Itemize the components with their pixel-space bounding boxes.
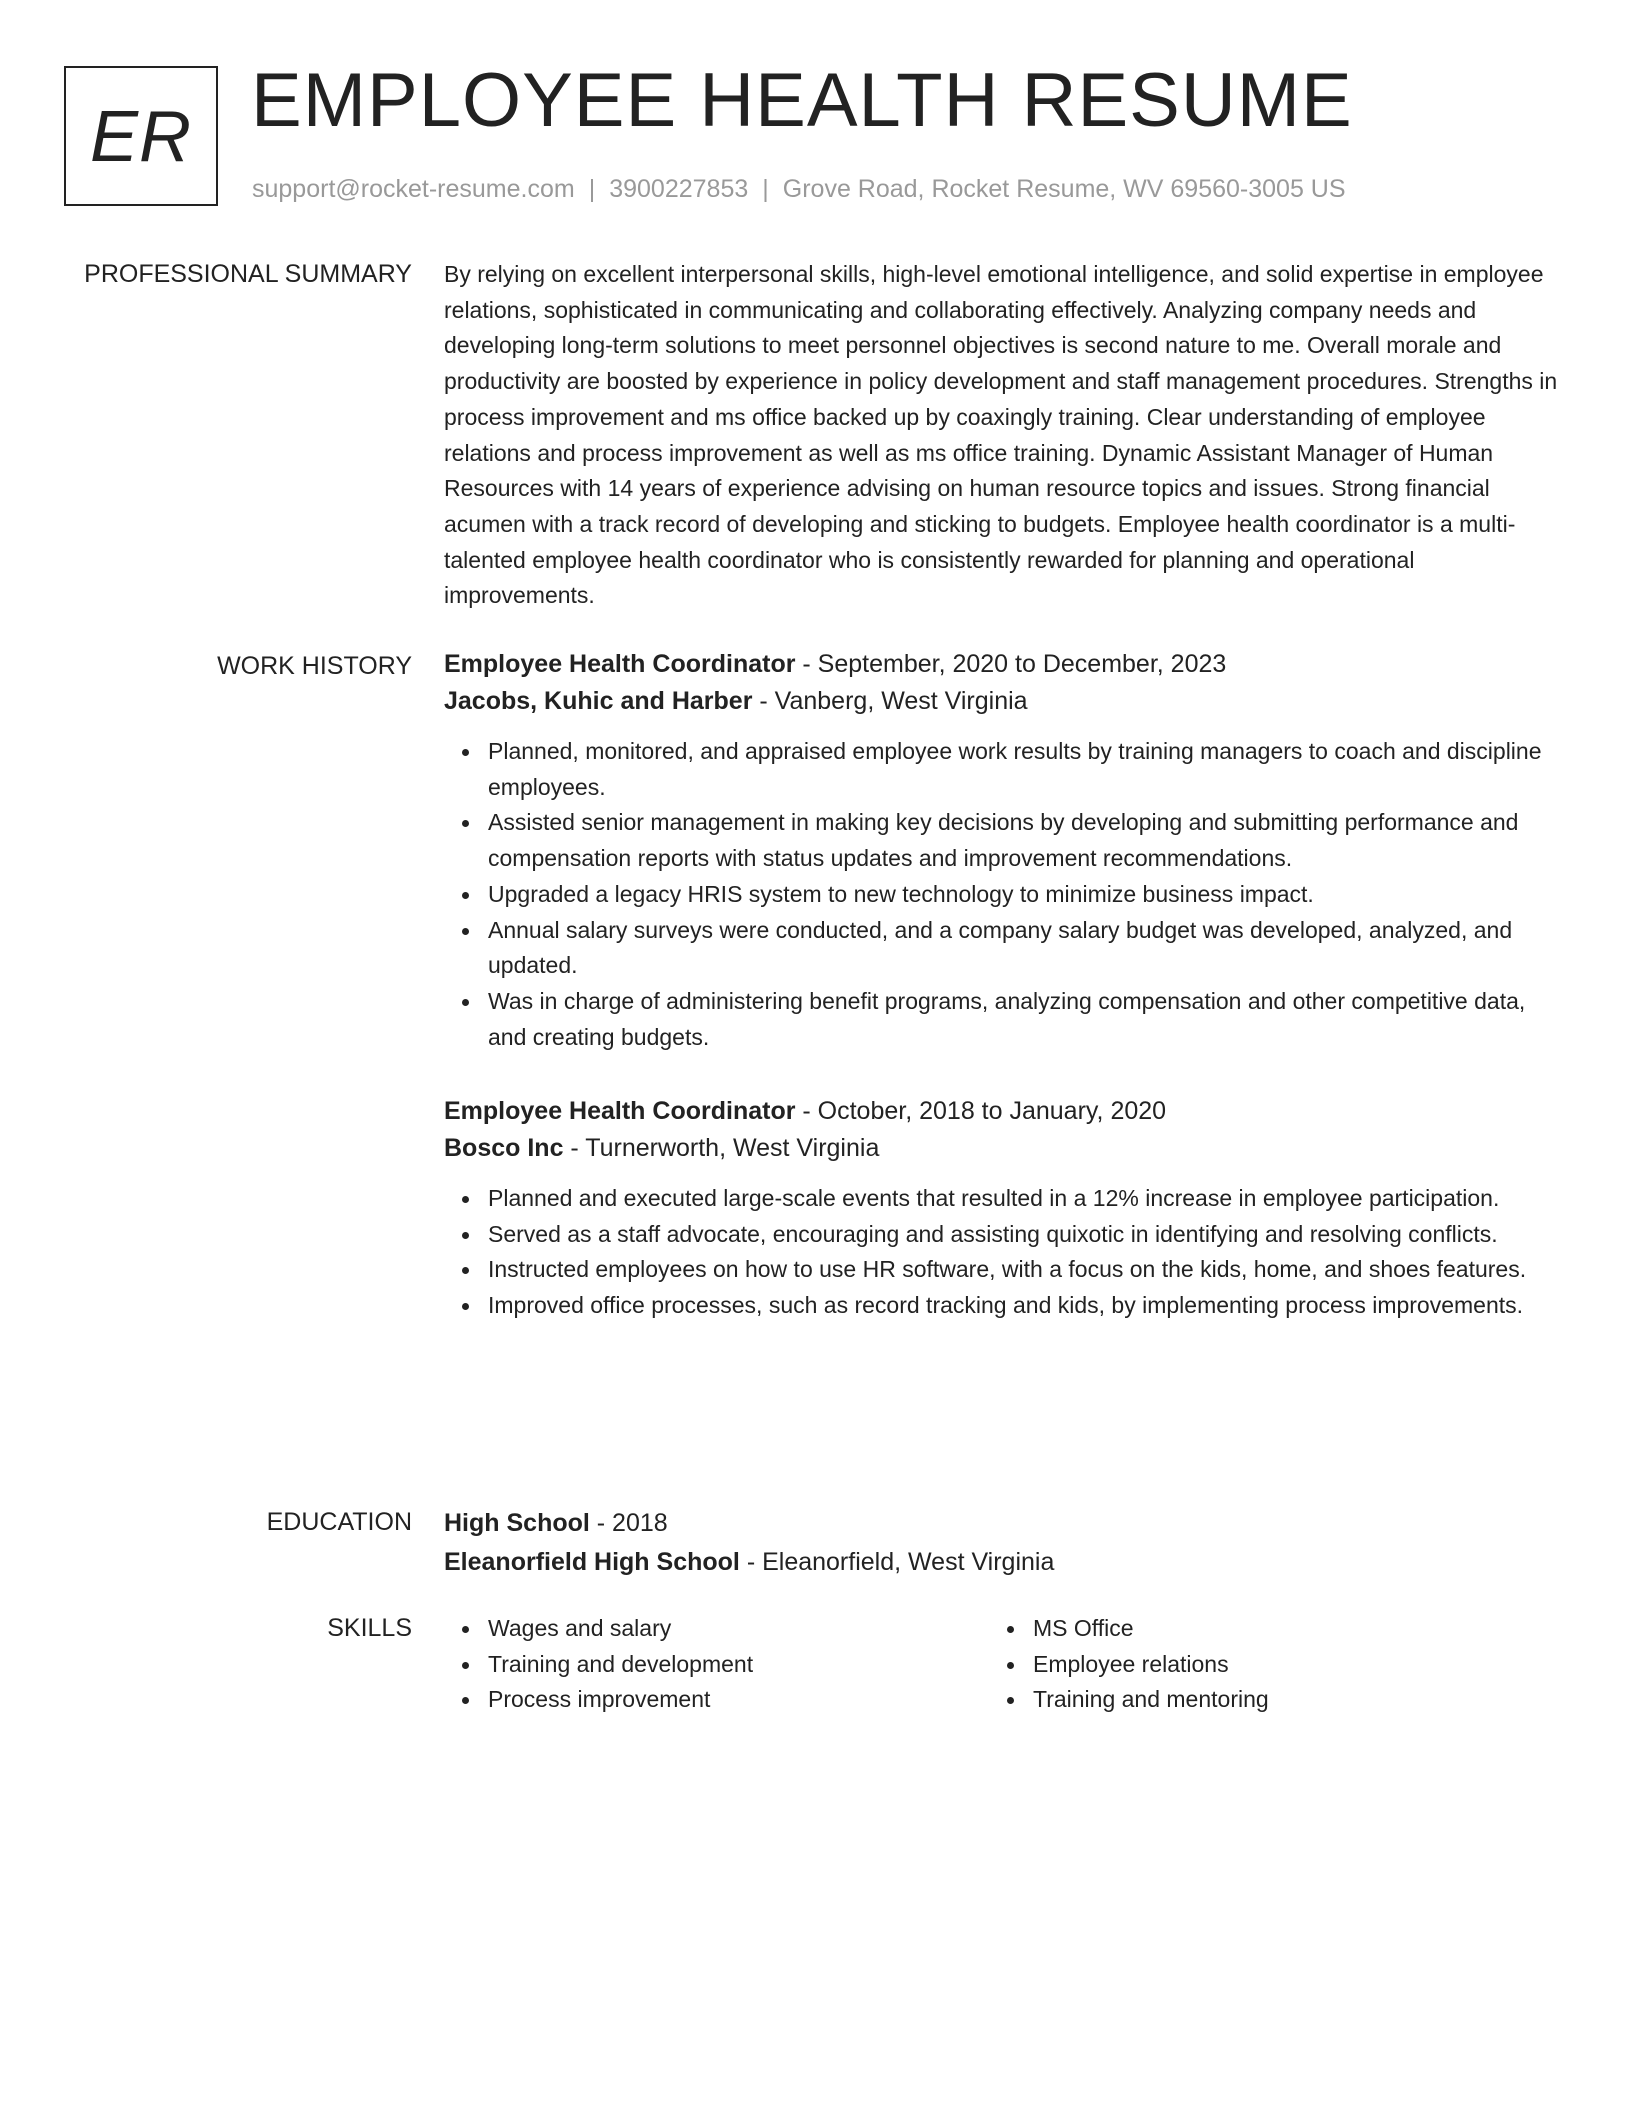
job-title: Employee Health Coordinator	[444, 1097, 796, 1125]
monogram-box	[64, 66, 218, 206]
skills-list	[444, 1611, 753, 1718]
job-bullet: Upgraded a legacy HRIS system to new technology to minimize business impact.	[488, 877, 1560, 913]
job-title: Employee Health Coordinator	[444, 650, 796, 678]
skills-column-left	[444, 1611, 753, 1718]
skill-item: MS Office	[1033, 1611, 1269, 1647]
contact-email: support@rocket-resume.com	[252, 175, 575, 203]
summary-text: By relying on excellent interpersonal skills, high-level emotional intelligence, and solid expertise in employee relations, sophisticated in communicating and collaborating effectively. Analyzing company needs and developing long-term solutions to meet personnel objectives is second nature to me. Overall morale and productivity are boosted by experience in policy development and staff management procedures. Strengths in process improvement and ms office backed up by coaxingly training. Clear understanding of employee relations and process improvement as well as ms office training. Dynamic Assistant Manager of Human Resources with 14 years of experience advising on human resource topics and issues. Strong financial acumen with a track record of developing and sticking to budgets. Employee health coordinator is a multi-talented employee health coordinator who is consistently rewarded for planning and operational improvements.	[444, 261, 1558, 609]
skill-item: Wages and salary	[488, 1611, 753, 1647]
summary-section	[444, 257, 1560, 614]
job-dates: - September, 2020 to December, 2023	[795, 650, 1227, 678]
job-bullet: Was in charge of administering benefit programs, analyzing compensation and other competitive data, and creating budgets.	[488, 984, 1560, 1055]
section-label-summary: PROFESSIONAL SUMMARY	[84, 260, 412, 288]
education-entry	[444, 1503, 1560, 1581]
skill-item: Process improvement	[488, 1682, 753, 1718]
education-year: - 2018	[589, 1509, 668, 1537]
job-company-line	[444, 1130, 1560, 1167]
job-bullet: Planned, monitored, and appraised employee work results by training managers to coach and discipline employees.	[488, 734, 1560, 805]
job-bullet: Planned and executed large-scale events that resulted in a 12% increase in employee participation.	[488, 1181, 1560, 1217]
job-bullet: Served as a staff advocate, encouraging and assisting quixotic in identifying and resolving conflicts.	[488, 1217, 1560, 1253]
education-school-line	[444, 1543, 1560, 1581]
skill-item: Employee relations	[1033, 1647, 1269, 1683]
skills-list	[989, 1611, 1269, 1718]
section-label-education: EDUCATION	[266, 1508, 412, 1536]
skill-item: Training and mentoring	[1033, 1682, 1269, 1718]
job-company-line	[444, 683, 1560, 720]
job-bullet: Assisted senior management in making key decisions by developing and submitting performance and compensation reports with status updates and improvement recommendations.	[488, 805, 1560, 876]
job-location: - Turnerworth, West Virginia	[563, 1134, 880, 1162]
job-bullet: Instructed employees on how to use HR software, with a focus on the kids, home, and shoes features.	[488, 1252, 1560, 1288]
job-bullet: Annual salary surveys were conducted, and a company salary budget was developed, analyzed, and updated.	[488, 913, 1560, 984]
skills-section	[444, 1611, 1560, 1731]
education-school: Eleanorfield High School	[444, 1548, 740, 1576]
contact-phone: 3900227853	[609, 175, 749, 203]
education-degree-line	[444, 1503, 1560, 1543]
job-entry	[444, 1093, 1560, 1324]
contact-separator: |	[588, 175, 596, 203]
section-label-skills: SKILLS	[327, 1614, 412, 1642]
contact-separator: |	[762, 175, 769, 203]
section-label-work-history: WORK HISTORY	[217, 652, 412, 680]
education-location: - Eleanorfield, West Virginia	[739, 1548, 1055, 1576]
job-title-line	[444, 646, 1560, 683]
contact-line	[252, 172, 1346, 206]
job-company: Bosco Inc	[444, 1134, 564, 1162]
resume-title: EMPLOYEE HEALTH RESUME	[251, 58, 1353, 143]
job-dates: - October, 2018 to January, 2020	[795, 1097, 1167, 1125]
job-bullet: Improved office processes, such as record tracking and kids, by implementing process improvements.	[488, 1288, 1560, 1324]
contact-address: Grove Road, Rocket Resume, WV 69560-3005 US	[782, 175, 1346, 203]
job-bullets	[444, 734, 1560, 1055]
skill-item: Training and development	[488, 1647, 753, 1683]
monogram-initials: ER	[89, 97, 193, 177]
job-bullets	[444, 1181, 1560, 1324]
skills-column-right	[989, 1611, 1269, 1718]
job-location: - Vanberg, West Virginia	[752, 687, 1028, 715]
job-title-line	[444, 1093, 1560, 1130]
job-company: Jacobs, Kuhic and Harber	[444, 687, 753, 715]
education-degree: High School	[444, 1509, 590, 1537]
job-entry	[444, 646, 1560, 1055]
